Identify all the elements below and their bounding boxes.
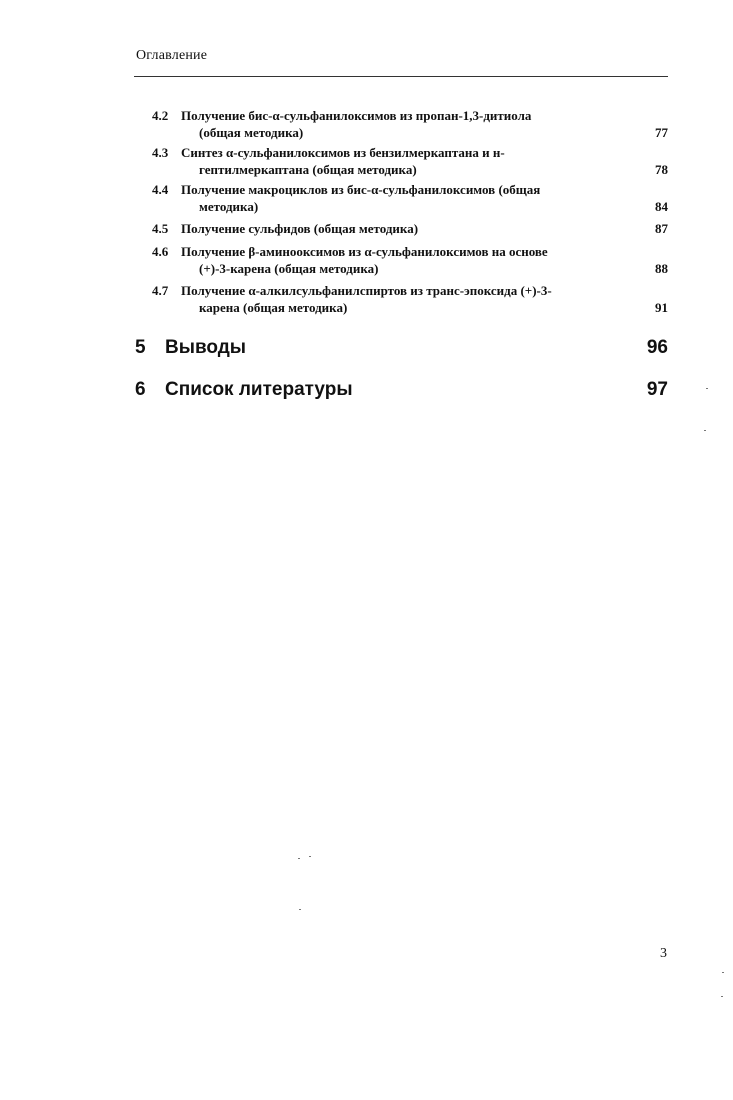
toc-entry-line: (+)-3-карена (общая методика) [199,261,379,276]
header-rule [134,76,668,77]
toc-entry-page: 84 [655,199,668,214]
toc-chapter-page: 97 [646,379,668,400]
toc-entry-page: 78 [655,162,668,177]
scan-speck [309,856,311,857]
toc-entry-line: Получение бис-α-сульфанилоксимов из пропан-1,3-дитиола [181,108,532,123]
toc-entry-number: 4.2 [152,108,169,123]
toc-entry-page: 91 [655,300,668,315]
scan-speck [298,858,300,859]
toc-entry-number: 4.4 [152,182,169,197]
toc-entry [152,220,668,238]
toc-chapter [135,379,668,403]
running-header: Оглавление [136,48,208,63]
toc-entry-line: гептилмеркаптана (общая методика) [199,162,417,177]
scan-speck [299,909,301,910]
toc-entry-title [181,243,613,277]
scan-speck [721,996,723,997]
toc-entry-title [181,181,613,215]
toc-entry-line: карена (общая методика) [199,300,348,315]
toc-entry [152,243,668,279]
toc-chapter [135,337,668,361]
toc-entry-page: 87 [655,221,668,236]
toc-entry-page: 77 [655,125,668,140]
toc-entry-number: 4.7 [152,283,169,298]
toc-chapter-title: Список литературы [165,379,353,400]
toc-entry-line: Получение макроциклов из бис-α-сульфанилоксимов (общая [181,182,541,197]
toc-chapter-title: Выводы [165,337,247,358]
toc-entry-number: 4.6 [152,244,169,259]
toc-entry-number: 4.5 [152,221,169,236]
toc-entry-title [181,282,613,316]
toc-chapter-page: 96 [646,337,668,358]
scan-speck [704,430,706,431]
toc-entry [152,144,668,180]
toc-entry-line: Получение сульфидов (общая методика) [181,221,419,236]
page-number: 3 [660,946,667,961]
toc-entry-line: Получение β-аминооксимов из α-сульфанилоксимов на основе [181,244,548,259]
scan-speck [706,388,708,389]
toc-entry-title [181,107,613,141]
toc-entry-line: Синтез α-сульфанилоксимов из бензилмеркаптана и н- [181,145,505,160]
toc-entry-page: 88 [655,261,668,276]
toc-entry [152,107,668,143]
toc-entry-title [181,220,613,237]
toc-entry [152,181,668,217]
toc-entry [152,282,668,318]
toc-entry-title [181,144,613,178]
toc-entry-line: методика) [199,199,259,214]
toc-entry-line: (общая методика) [199,125,304,140]
scan-speck [722,972,724,973]
toc-chapter-number: 5 [135,337,146,358]
toc-chapter-number: 6 [135,379,146,400]
toc-entry-number: 4.3 [152,145,169,160]
toc-entry-line: Получение α-алкилсульфанилспиртов из транс-эпоксида (+)-3- [181,283,552,298]
